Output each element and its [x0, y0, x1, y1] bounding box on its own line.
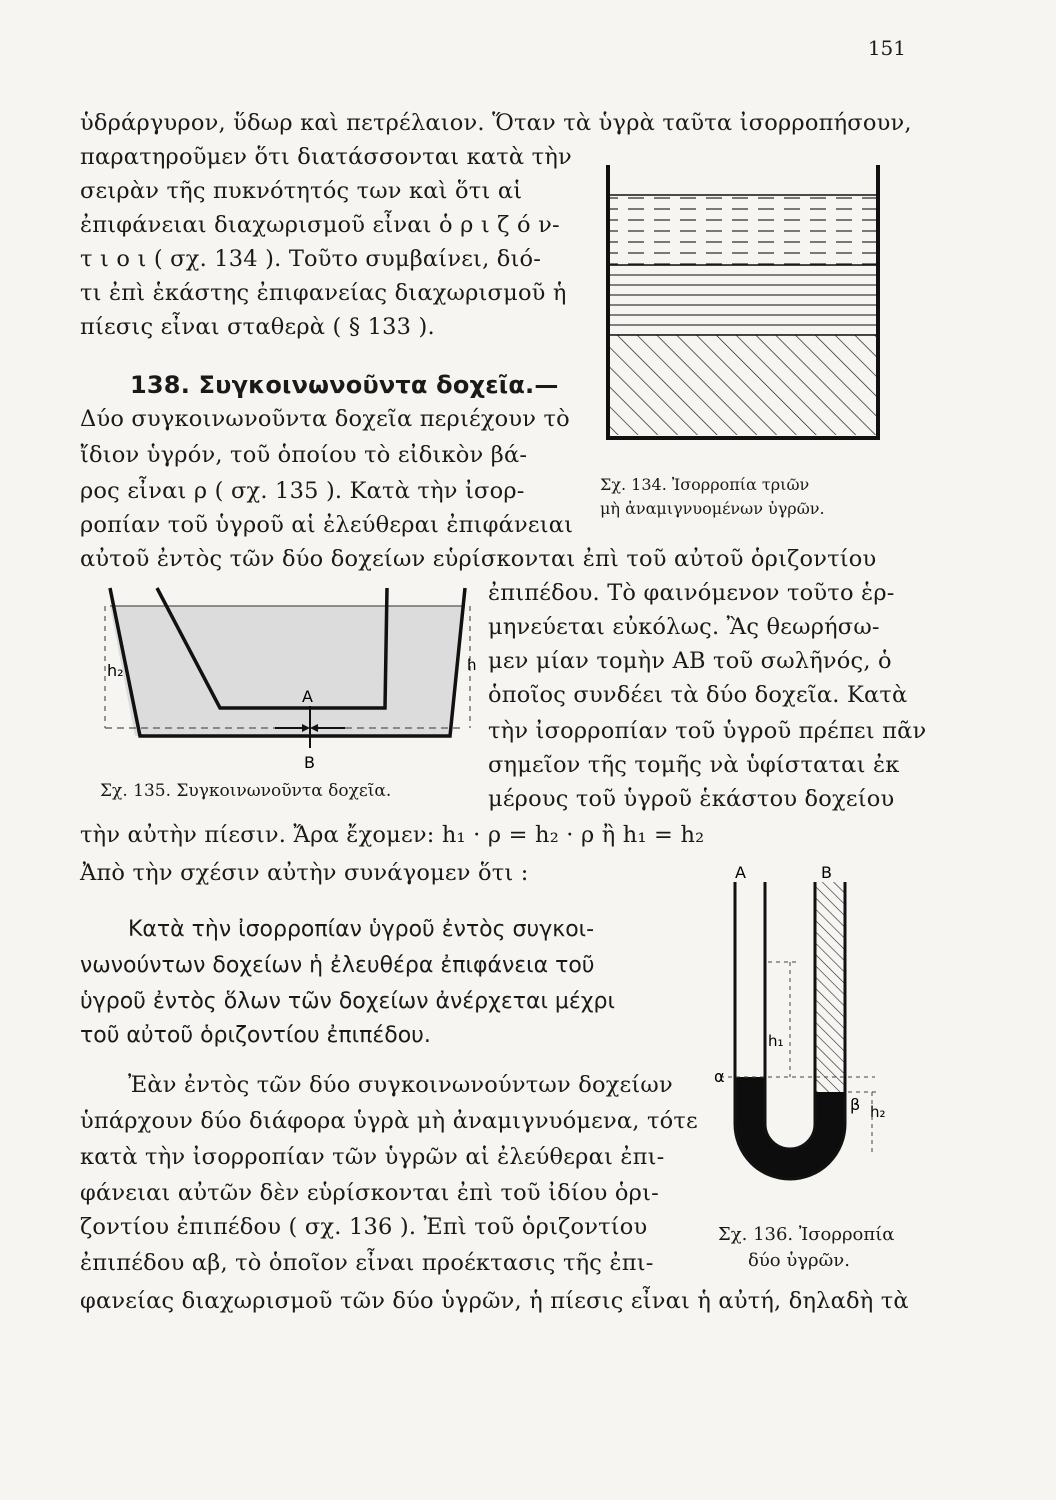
text-line: ροπίαν τοῦ ὑγροῦ αἱ ἐλεύθεραι ἐπιφάνειαι [80, 512, 574, 538]
section-heading: 138. Συγκοινωνοῦντα δοχεῖα.— [130, 371, 559, 399]
lighter-liquid [815, 882, 845, 1092]
text-line: σειρὰν τῆς πυκνότητός των καὶ ὅτι αἱ [80, 178, 523, 204]
fig135-communicating-vessels [95, 578, 480, 778]
liquid-layer-top [610, 195, 876, 265]
label-h: h [467, 656, 477, 674]
text-line: ἐπιπέδου αβ, τὸ ὁποῖον εἶναι προέκτασις τῆς ἐπι- [80, 1250, 654, 1276]
text-line: Ἐὰν ἐντὸς τῶν δύο συγκοινωνούντων δοχείων [128, 1072, 673, 1098]
label-a: A [302, 687, 313, 706]
text-line: ζοντίου ἐπιπέδου ( σχ. 136 ). Ἐπὶ τοῦ ὁριζοντίου [80, 1214, 648, 1240]
fig136-u-tube [700, 862, 900, 1222]
text-line: τὴν ἰσορροπίαν τοῦ ὑγροῦ πρέπει πᾶν [488, 718, 927, 744]
text-line: ὑπάρχουν δύο διάφορα ὑγρὰ μὴ ἀναμιγνυόμενα, τότε [80, 1108, 698, 1134]
liquid-layer-middle [610, 265, 876, 335]
label-a: A [735, 863, 746, 882]
text-line: ὑδράργυρον, ὕδωρ καὶ πετρέλαιον. Ὅταν τὰ ὑγρὰ ταῦτα ἰσορροπήσουν, [80, 110, 912, 136]
text-line: μέρους τοῦ ὑγροῦ ἑκάστου δοχείου [488, 786, 895, 812]
text-line: μηνεύεται εὐκόλως. Ἂς θεωρήσω- [488, 614, 880, 640]
text-line: σημεῖον τῆς τομῆς νὰ ὑφίσταται ἐκ [488, 752, 900, 778]
text-line: παρατηροῦμεν ὅτι διατάσσονται κατὰ τὴν [80, 144, 572, 170]
conclusion-intro: Ἀπὸ τὴν σχέσιν αὐτὴν συνάγομεν ὅτι : [80, 860, 529, 886]
label-h2: h₂ [107, 661, 124, 680]
liquid-fill [110, 606, 465, 736]
text-line: τι ἐπὶ ἑκάστης ἐπιφανείας διαχωρισμοῦ ἡ [80, 280, 567, 306]
label-h2: h₂ [870, 1103, 886, 1121]
text-line: Δύο συγκοινωνοῦντα δοχεῖα περιέχουν τὸ [80, 406, 570, 432]
text-line: ὁποῖος συνδέει τὰ δύο δοχεῖα. Κατὰ [488, 682, 908, 708]
text-line: πίεσις εἶναι σταθερὰ ( § 133 ). [80, 314, 435, 340]
text-line: κατὰ τὴν ἰσορροπίαν τῶν ὑγρῶν αἱ ἐλεύθεραι ἐπι- [80, 1144, 665, 1170]
text-line: φανείας διαχωρισμοῦ τῶν δύο ὑγρῶν, ἡ πίεσις εἶναι ἡ αὐτή, δηλαδὴ τὰ [80, 1288, 909, 1314]
label-b: B [304, 753, 315, 772]
fig134-caption-line: Σχ. 134. Ἰσορροπία τριῶν [600, 475, 810, 494]
label-beta: β [850, 1095, 861, 1114]
label-alpha: α [714, 1067, 725, 1086]
fig134-caption-line: μὴ ἀναμιγνυομένων ὑγρῶν. [600, 499, 825, 518]
fig134-container-diagram [600, 160, 890, 450]
rule-line: νωνούντων δοχείων ἡ ἐλευθέρα ἐπιφάνεια τοῦ [80, 953, 595, 978]
text-line: τ ι ο ι ( σχ. 134 ). Τοῦτο συμβαίνει, διό- [80, 246, 542, 272]
text-line: φάνειαι αὐτῶν δὲν εὑρίσκονται ἐπὶ τοῦ ἰδίου ὁρι- [80, 1180, 659, 1206]
fig135-caption: Σχ. 135. Συγκοινωνοῦντα δοχεῖα. [100, 781, 392, 801]
label-b: B [821, 863, 832, 882]
text-line: αὐτοῦ ἐντὸς τῶν δύο δοχείων εὑρίσκονται ἐπὶ τοῦ αὐτοῦ ὁριζοντίου [80, 546, 877, 572]
fig136-caption-line: δύο ὑγρῶν. [748, 1250, 850, 1271]
label-h1: h₁ [768, 1032, 784, 1050]
text-line: μεν μίαν τομὴν ΑΒ τοῦ σωλῆνός, ὁ [488, 648, 892, 674]
text-line: ἐπιπέδου. Τὸ φαινόμενον τοῦτο ἑρ- [488, 580, 895, 606]
liquid-layer-bottom [610, 335, 876, 435]
page-number: 151 [867, 36, 906, 60]
text-line: ρος εἶναι ρ ( σχ. 135 ). Κατὰ τὴν ἰσορ- [80, 478, 525, 504]
rule-line: τοῦ αὐτοῦ ὁριζοντίου ἐπιπέδου. [80, 1023, 431, 1048]
text-line: ἴδιον ὑγρόν, τοῦ ὁποίου τὸ εἰδικὸν βά- [80, 442, 528, 468]
equation-line: τὴν αὐτὴν πίεσιν. Ἄρα ἔχομεν: h₁ · ρ = h₂ · ρ ἢ h₁ = h₂ [80, 822, 705, 848]
text-line: ἐπιφάνειαι διαχωρισμοῦ εἶναι ὁ ρ ι ζ ό ν- [80, 212, 560, 238]
rule-line: ὑγροῦ ἐντὸς ὅλων τῶν δοχείων ἀνέρχεται μέχρι [80, 989, 615, 1014]
rule-line: Κατὰ τὴν ἰσορροπίαν ὑγροῦ ἐντὸς συγκοι- [128, 917, 595, 942]
fig136-caption-line: Σχ. 136. Ἰσορροπία [718, 1224, 895, 1245]
